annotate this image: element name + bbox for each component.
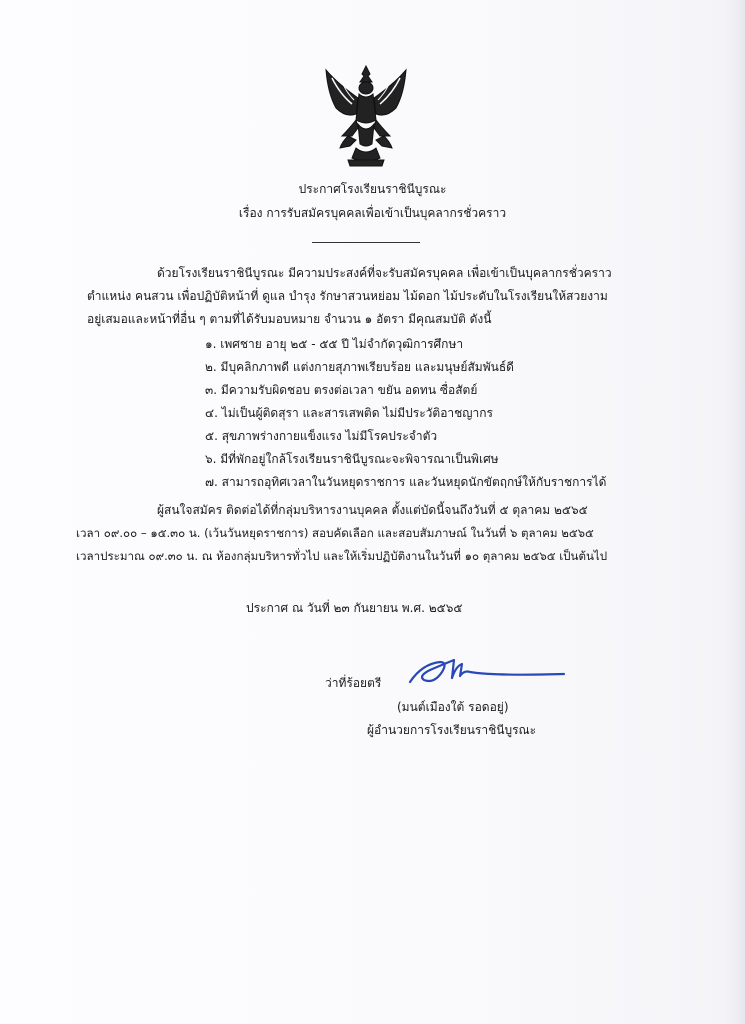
apply-line-2: เวลา ๐๙.๐๐ – ๑๕.๓๐ น. (เว้นวันหยุดราชการ) สอบคัดเลือก และสอบสัมภาษณ์ ในวันที่ ๖ ตุลาคม ๒๕๖๕ <box>76 526 594 540</box>
apply-line-3: เวลาประมาณ ๐๙.๓๐ น. ณ ห้องกลุ่มบริหารทั่วไป และให้เริ่มปฏิบัติงานในวันที่ ๑๐ ตุลาคม ๒๕๖๕ เป็นต้นไป <box>76 549 608 563</box>
qualification-item-2: ๒. มีบุคลิกภาพดี แต่งกายสุภาพเรียบร้อย และมนุษย์สัมพันธ์ดี <box>205 360 514 374</box>
qualification-item-4: ๔. ไม่เป็นผู้ติดสุรา และสารเสพติด ไม่มีประวัติอาชญากร <box>205 406 493 420</box>
header-divider <box>312 242 420 243</box>
qualification-item-1: ๑. เพศชาย อายุ ๒๕ - ๕๕ ปี ไม่จำกัดวุฒิการศึกษา <box>205 337 464 351</box>
announce-date: ประกาศ ณ วันที่ ๒๓ กันยายน พ.ศ. ๒๕๖๕ <box>246 601 463 615</box>
announcement-title: ประกาศโรงเรียนราชินีบูรณะ <box>298 182 447 196</box>
apply-line-1: ผู้สนใจสมัคร ติดต่อได้ที่กลุ่มบริหารงานบุคคล ตั้งแต่บัดนี้จนถึงวันที่ ๕ ตุลาคม ๒๕๖๕ <box>157 503 588 517</box>
signature-rank: ว่าที่ร้อยตรี <box>325 676 382 690</box>
garuda-emblem-icon <box>318 64 414 168</box>
announcement-subject: เรื่อง การรับสมัครบุคคลเพื่อเข้าเป็นบุคลากรชั่วคราว <box>238 206 507 220</box>
signer-name: (มนต์เมืองใต้ รอดอยู่) <box>397 700 509 714</box>
intro-line-3: อยู่เสมอและหน้าที่อื่น ๆ ตามที่ได้รับมอบหมาย จำนวน ๑ อัตรา มีคุณสมบัติ ดังนี้ <box>87 312 492 326</box>
intro-line-1: ด้วยโรงเรียนราชินีบูรณะ มีความประสงค์ที่จะรับสมัครบุคคล เพื่อเข้าเป็นบุคลากรชั่วคราว <box>157 266 612 280</box>
qualification-item-3: ๓. มีความรับผิดชอบ ตรงต่อเวลา ขยัน อดทน ซื่อสัตย์ <box>205 383 478 397</box>
signer-position: ผู้อำนวยการโรงเรียนราชินีบูรณะ <box>367 723 537 737</box>
qualification-item-6: ๖. มีที่พักอยู่ใกล้โรงเรียนราชินีบูรณะจะพิจารณาเป็นพิเศษ <box>205 452 499 466</box>
intro-line-2: ตำแหน่ง คนสวน เพื่อปฏิบัติหน้าที่ ดูแล บำรุง รักษาสวนหย่อม ไม้ดอก ไม้ประดับในโรงเรียนให้สวยงาม <box>87 289 608 303</box>
scan-edge-shadow <box>723 0 745 1024</box>
qualification-item-7: ๗. สามารถอุทิศเวลาในวันหยุดราชการ และวันหยุดนักขัตฤกษ์ให้กับราชการได้ <box>205 475 607 489</box>
qualification-item-5: ๕. สุขภาพร่างกายแข็งแรง ไม่มีโรคประจำตัว <box>205 429 438 443</box>
handwritten-signature <box>404 652 568 694</box>
